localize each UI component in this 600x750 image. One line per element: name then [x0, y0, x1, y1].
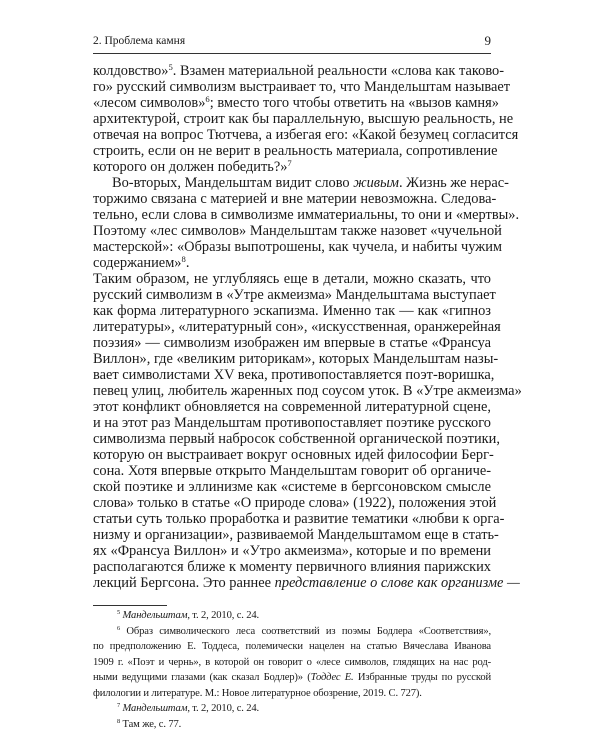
italic-text: Мандельштам [122, 610, 188, 621]
footnote-line [93, 655, 491, 671]
text-line [93, 271, 491, 287]
text-line [93, 175, 509, 191]
footnote-line [93, 624, 491, 640]
footnote-reference: 5 [168, 61, 173, 72]
text-segment: мастерской»: «Образы выпотрошены, как чучела, и набиты чужим [93, 239, 503, 255]
footnote-line [93, 686, 491, 702]
body-text [93, 61, 522, 591]
text-line [93, 143, 498, 159]
text-line [93, 511, 505, 527]
footnote-reference: 6 [117, 624, 121, 632]
text-segment: литературы», «литературный сон», «искусственная, оранжерейная [93, 319, 501, 335]
footnote-divider [93, 605, 167, 606]
italic-text: представление о слове как организме — [274, 575, 520, 591]
text-line [93, 383, 522, 399]
text-segment: Избранные труды по русской [353, 672, 491, 683]
text-line [93, 287, 496, 303]
text-line [93, 367, 495, 383]
text-line [93, 463, 491, 479]
text-segment: колдовство» [93, 63, 169, 79]
text-segment: слова» только в статье «О природе слова» (1922), положения этой [93, 495, 497, 511]
footnote-line [93, 670, 491, 686]
text-segment: 1909 г. «Поэт и чернь», в которой он говорит о «лесе символов, глядящих на нас род- [93, 656, 491, 668]
text-line [93, 111, 514, 127]
text-segment: Во-вторых, Мандельштам видит слово [112, 175, 354, 191]
text-segment: «лесом символов» [93, 95, 206, 111]
text-line [93, 335, 491, 351]
text-segment: строить, если он не верит в реальность материала, сопротивление [93, 143, 498, 159]
text-line [93, 543, 491, 559]
footnote-reference: 7 [117, 702, 121, 710]
text-segment: отвечая на вопрос Тютчева, а избегая его: «Какой безумец согласится [93, 127, 519, 143]
text-line [93, 207, 520, 223]
text-segment: . Взамен материальной реальности «слова как таково- [172, 63, 505, 79]
footnotes [93, 608, 491, 732]
text-segment: ; вместо того чтобы ответить на «вызов камня» [209, 95, 499, 111]
text-line [93, 61, 505, 79]
text-segment: Поэтому «лес символов» Мандельштам также назовет «чучельной [93, 223, 502, 239]
chapter-title: 2. Проблема камня [93, 35, 186, 47]
text-segment: торжимо связана с материей и вне материи невозможна. Следова- [93, 191, 497, 207]
text-line [93, 479, 491, 495]
text-line [93, 575, 520, 591]
text-line [93, 191, 497, 207]
text-line [93, 415, 491, 431]
text-segment: го» русский символизм выстраивает то, что Мандельштам называет [93, 79, 511, 95]
text-line [93, 527, 499, 543]
text-segment: . [185, 255, 190, 271]
text-segment: Виллон», где «великим риторикам», которых Мандельштам назы- [93, 351, 499, 367]
text-line [93, 399, 491, 415]
text-segment: лекций Бергсона. Это раннее [93, 575, 275, 591]
text-segment: ской поэтике и эллинизме как «системе в бергсоновском смысле [93, 479, 491, 495]
text-line [93, 319, 501, 335]
text-line [93, 159, 491, 175]
text-segment: как форма литературного эскапизма. Именно так — как «гипноз [93, 303, 491, 319]
italic-text: Тоддес Е. [310, 672, 354, 683]
text-line [93, 255, 491, 271]
text-segment: . Жизнь же нерас- [398, 175, 509, 191]
text-segment: низму и организации», развиваемой Мандельштамом еще в стать- [93, 527, 499, 543]
footnote-reference: 6 [205, 93, 210, 104]
text-line [93, 447, 494, 463]
running-header [93, 33, 491, 54]
text-segment: , т. 2, 2010, с. 24. [187, 610, 260, 621]
text-segment: Там же, с. 77. [120, 718, 182, 730]
footnote-line [93, 701, 491, 717]
text-segment: которую он выстраивает вокруг основных идей философии Берг- [93, 447, 494, 463]
text-segment: , т. 2, 2010, с. 24. [187, 703, 260, 714]
text-segment: Образ символического леса соответствий из поэмы Бодлера «Соответствия», [120, 625, 491, 637]
footnote-reference: 7 [287, 157, 292, 168]
page-number: 9 [484, 33, 491, 48]
text-segment: которого он должен победить?» [93, 159, 288, 175]
text-segment: по предположению Е. Тоддеса, полемически нацелен на статью Вячеслава Иванова [93, 641, 491, 652]
text-segment: тельно, если слова в символизме имматериальны, то они и «мертвы». [93, 207, 520, 223]
text-line [93, 431, 500, 447]
footnote-line [93, 717, 491, 733]
text-segment: ях «Франсуа Виллон» и «Утро акмеизма», которые и по времени [93, 543, 491, 559]
footnote-reference: 8 [181, 253, 186, 264]
text-segment: статьи суть только проработка и развитие тематики «любви к орга- [93, 511, 505, 527]
text-line [93, 239, 503, 255]
text-line [93, 351, 499, 367]
text-line [93, 303, 491, 319]
italic-text: живым [353, 175, 399, 191]
text-segment: Таким образом, не углубляясь еще в детали, можно сказать, что [93, 271, 491, 287]
text-segment: певец улиц, любитель жаренных под соусом уток. В «Утре акмеизма» [93, 383, 522, 399]
text-line [93, 559, 491, 575]
footnote-line [93, 608, 491, 624]
footnote-line [93, 639, 491, 655]
text-line [93, 93, 499, 111]
text-segment: этот конфликт обновляется на современной литературной сцене, [93, 399, 491, 415]
text-segment: символизма первый набросок собственной органической поэтики, [93, 431, 500, 447]
text-line [93, 127, 519, 143]
text-line [93, 495, 497, 511]
text-segment: и на этот раз Мандельштам противопоставляет поэтике русского [93, 415, 491, 431]
text-line [93, 223, 502, 239]
text-segment: поэзия» — символизм изображен им впервые в статье «Франсуа [93, 335, 491, 351]
text-segment: русский символизм в «Утре акмеизма» Мандельштама выступает [93, 287, 496, 303]
footnote-reference: 8 [117, 717, 121, 725]
text-segment: содержанием» [93, 255, 182, 271]
text-segment: располагаются ближе к моменту первичного влияния парижских [93, 559, 491, 575]
footnote-reference: 5 [117, 609, 121, 617]
text-segment: архитектурой, строит как бы параллельную, высшую реальность, не [93, 111, 514, 127]
text-line [93, 79, 511, 95]
text-segment: филологии и литературе. М.: Новое литературное обозрение, 2019. С. 727). [93, 687, 422, 699]
text-segment: вает символистами XV века, противопоставляется поэт-воришка, [93, 367, 495, 383]
italic-text: Мандельштам [122, 703, 188, 714]
text-segment: ными ведущими глазами (как сказал Бодлер)» ( [93, 672, 311, 683]
text-segment: сона. Хотя впервые открыто Мандельштам говорит об органиче- [93, 463, 491, 479]
